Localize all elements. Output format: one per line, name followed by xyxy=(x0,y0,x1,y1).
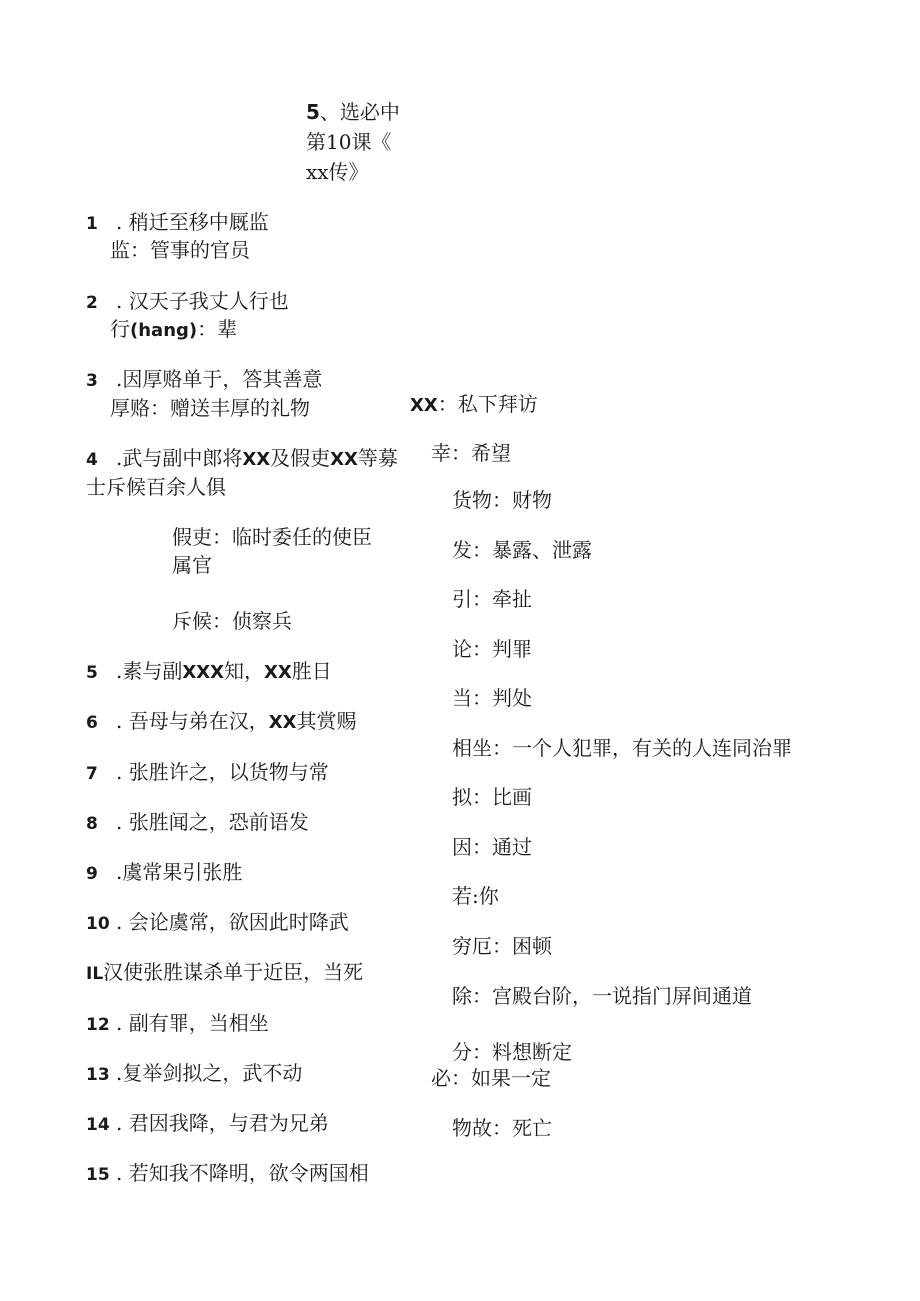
item-4-line2 xyxy=(86,473,226,501)
right-note-text: 引：牵扯 xyxy=(452,587,532,611)
item-note-suffix: ：辈 xyxy=(197,317,238,341)
item-10 xyxy=(86,908,349,938)
right-note-text: 因：通过 xyxy=(452,835,532,859)
title-line-2-text: 第10课《 xyxy=(306,130,392,154)
right-note-15 xyxy=(452,1114,552,1142)
right-note-3 xyxy=(452,536,592,564)
item-text: 汉使张胜谋杀单于近臣，当死 xyxy=(103,960,364,984)
item-number: 12 xyxy=(86,1015,110,1035)
right-note-text: 若:你 xyxy=(452,884,499,908)
title-line-3 xyxy=(306,158,369,186)
item-note: 属官 xyxy=(172,553,212,577)
right-note-12 xyxy=(452,982,752,1010)
right-note-4 xyxy=(452,585,532,613)
item-text: . 张胜闻之，恐前语发 xyxy=(116,810,309,834)
item-text: . 汉天子我丈人行也 xyxy=(116,289,289,313)
right-note-10 xyxy=(452,882,499,910)
item-2 xyxy=(86,287,289,317)
item-2-note xyxy=(110,315,237,345)
right-note-6 xyxy=(452,684,532,712)
right-note-text: 必：如果一定 xyxy=(431,1066,551,1090)
item-note: 假吏：临时委任的使臣 xyxy=(172,525,372,549)
item-text: . 会论虞常，欲因此时降武 xyxy=(116,910,349,934)
item-number: 4 xyxy=(86,450,98,470)
right-note-8 xyxy=(452,783,532,811)
item-text: . 若知我不降明，欲令两国相 xyxy=(116,1161,369,1185)
item-text: . 君因我降，与君为兄弟 xyxy=(116,1111,329,1135)
right-note-text: 除：宫殿台阶，一说指门屏间通道 xyxy=(452,984,752,1008)
item-9 xyxy=(86,858,242,888)
item-text-redacted: XXX xyxy=(182,662,224,683)
item-text-e: 等募 xyxy=(357,446,398,470)
item-8 xyxy=(86,808,309,838)
item-text-a: .素与副 xyxy=(116,659,183,683)
right-note-text: 货物：财物 xyxy=(452,488,552,512)
item-4-note1-cont xyxy=(172,551,212,579)
item-number: 2 xyxy=(86,293,98,313)
item-3 xyxy=(86,365,322,395)
right-note-text: ：私下拜访 xyxy=(437,392,538,416)
item-5 xyxy=(86,657,332,687)
item-text-redacted: XX xyxy=(242,449,271,470)
right-note-text: 穷厄：困顿 xyxy=(452,934,552,958)
right-note-11 xyxy=(452,932,552,960)
right-note-14 xyxy=(431,1064,551,1092)
title-line-2 xyxy=(306,128,391,156)
right-note-text: 论：判罪 xyxy=(452,637,532,661)
right-note-text: 分：料想断定 xyxy=(452,1040,572,1064)
item-text: .虞常果引张胜 xyxy=(116,860,243,884)
item-text-a: . 吾母与弟在汉， xyxy=(116,709,269,733)
item-number: 15 xyxy=(86,1165,110,1185)
item-13 xyxy=(86,1059,302,1089)
title-line-1-rest: 、选必中 xyxy=(319,100,400,124)
item-number: 10 xyxy=(86,914,110,934)
item-7 xyxy=(86,758,329,788)
item-number: 6 xyxy=(86,713,98,733)
item-number: 3 xyxy=(86,371,98,391)
item-4-note2 xyxy=(172,607,292,635)
right-note-text: 物故：死亡 xyxy=(452,1116,552,1140)
item-text-a: .武与副中郎将 xyxy=(116,446,243,470)
right-note-7 xyxy=(452,734,792,762)
item-note-prefix: 行 xyxy=(110,317,130,341)
item-note: 斥候：侦察兵 xyxy=(172,609,292,633)
item-text: .因厚赂单于，答其善意 xyxy=(116,367,323,391)
right-note-text: 发：暴露、泄露 xyxy=(452,538,592,562)
item-number: 9 xyxy=(86,864,98,884)
right-note-text: 拟：比画 xyxy=(452,785,532,809)
right-note-text: 相坐：一个人犯罪，有关的人连同治罪 xyxy=(452,736,792,760)
item-text-redacted: XX xyxy=(264,662,292,683)
item-number: 5 xyxy=(86,663,98,683)
item-note-pinyin: (hang) xyxy=(130,320,198,341)
item-number: 1 xyxy=(86,214,98,234)
right-note-1 xyxy=(431,439,511,467)
item-4-note1 xyxy=(172,523,372,551)
right-note-redacted: XX xyxy=(410,395,438,416)
item-text: . 张胜许之，以货物与常 xyxy=(116,760,329,784)
right-note-13-clipped xyxy=(452,1038,652,1064)
item-3-note xyxy=(110,394,310,422)
item-14 xyxy=(86,1109,329,1139)
item-note: 厚赂：赠送丰厚的礼物 xyxy=(110,396,310,420)
item-number: 13 xyxy=(86,1065,110,1085)
item-text-line2: 士斥候百余人俱 xyxy=(86,475,226,499)
item-1-note xyxy=(110,236,250,264)
item-note: 监：管事的官员 xyxy=(110,238,250,262)
item-text-c: 知， xyxy=(224,659,264,683)
right-note-2 xyxy=(452,486,552,514)
item-text: . 稍迁至移中厩监 xyxy=(116,210,269,234)
item-text: . 副有罪，当相坐 xyxy=(116,1011,269,1035)
item-text-redacted: XX xyxy=(330,449,358,470)
item-number: 14 xyxy=(86,1115,110,1135)
item-text-redacted: XX xyxy=(268,712,297,733)
item-15 xyxy=(86,1159,369,1189)
title-line-3-text: xx传》 xyxy=(306,160,369,184)
item-12 xyxy=(86,1009,269,1039)
item-number: IL xyxy=(86,964,104,984)
item-text-e: 胜日 xyxy=(291,659,332,683)
item-number: 8 xyxy=(86,814,98,834)
right-note-text: 幸：希望 xyxy=(431,441,511,465)
item-11 xyxy=(86,958,363,988)
right-note-5 xyxy=(452,635,532,663)
item-number: 7 xyxy=(86,764,98,784)
title-line-1 xyxy=(306,98,400,126)
item-text-c: 其赏赐 xyxy=(296,709,357,733)
item-4 xyxy=(86,444,398,474)
item-text: .复举剑拟之，武不动 xyxy=(116,1061,303,1085)
right-note-xx xyxy=(410,390,538,420)
title-number: 5 xyxy=(306,100,320,124)
item-1 xyxy=(86,208,269,238)
item-6 xyxy=(86,707,356,737)
item-text-c: 及假吏 xyxy=(270,446,331,470)
right-note-text: 当：判处 xyxy=(452,686,532,710)
right-note-9 xyxy=(452,833,532,861)
